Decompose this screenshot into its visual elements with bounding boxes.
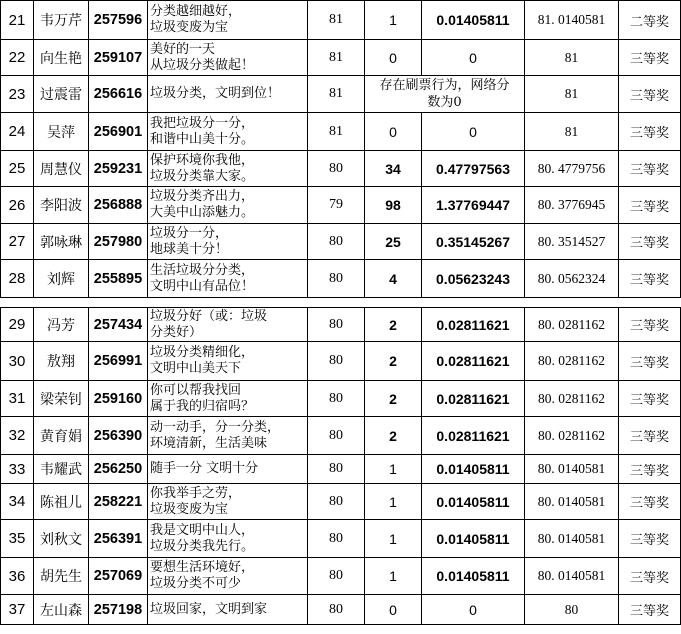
award-cell: 二等奖	[619, 1, 681, 40]
score-cell: 80	[308, 224, 365, 260]
id-cell: 257596	[89, 1, 148, 40]
votes-cell: 0	[365, 595, 422, 625]
score-cell: 81	[308, 76, 365, 113]
id-cell: 258221	[89, 484, 148, 520]
slogan-cell: 生活垃圾分分类， 文明中山有品位！	[148, 260, 308, 298]
slogan-cell: 垃圾分好（或：垃圾 分类好）	[148, 308, 308, 342]
table-row	[1, 520, 681, 558]
total-score-cell: 80. 0281162	[525, 308, 619, 342]
total-score-cell: 80. 3514527	[525, 224, 619, 260]
name-cell: 吴萍	[34, 113, 89, 151]
id-cell: 256250	[89, 455, 148, 484]
name-cell: 冯芳	[34, 308, 89, 342]
row-number-cell: 37	[1, 595, 34, 625]
row-number-cell: 24	[1, 113, 34, 151]
slogan-cell: 你我举手之劳， 垃圾变废为宝	[148, 484, 308, 520]
award-cell: 三等奖	[619, 484, 681, 520]
table-row	[1, 484, 681, 520]
row-number-cell: 33	[1, 455, 34, 484]
score-cell: 81	[308, 113, 365, 151]
row-number-cell: 36	[1, 558, 34, 595]
name-cell: 梁荣钊	[34, 381, 89, 417]
table-row	[1, 187, 681, 224]
award-cell: 三等奖	[619, 260, 681, 298]
net-score-cell: 0	[422, 595, 525, 625]
award-cell: 三等奖	[619, 40, 681, 76]
net-score-cell: 0.02811621	[422, 381, 525, 417]
id-cell: 256991	[89, 342, 148, 381]
award-cell: 三等奖	[619, 595, 681, 625]
score-cell: 80	[308, 520, 365, 558]
score-cell: 81	[308, 1, 365, 40]
score-cell: 80	[308, 308, 365, 342]
award-cell: 三等奖	[619, 308, 681, 342]
row-number-cell: 22	[1, 40, 34, 76]
net-score-cell: 0.47797563	[422, 151, 525, 187]
table-row	[1, 595, 681, 625]
votes-cell: 0	[365, 40, 422, 76]
score-cell: 80	[308, 455, 365, 484]
slogan-cell: 垃圾分一分， 地球美十分！	[148, 224, 308, 260]
votes-cell: 1	[365, 558, 422, 595]
total-score-cell: 80. 4779756	[525, 151, 619, 187]
name-cell: 周慧仪	[34, 151, 89, 187]
name-cell: 李阳波	[34, 187, 89, 224]
id-cell: 259107	[89, 40, 148, 76]
table-row	[1, 1, 681, 40]
net-score-cell: 0.01405811	[422, 1, 525, 40]
gap-cell	[1, 298, 681, 308]
votes-cell: 2	[365, 342, 422, 381]
score-cell: 81	[308, 40, 365, 76]
award-cell: 三等奖	[619, 187, 681, 224]
net-score-cell: 0.05623243	[422, 260, 525, 298]
row-number-cell: 25	[1, 151, 34, 187]
row-number-cell: 23	[1, 76, 34, 113]
net-score-cell: 0.01405811	[422, 520, 525, 558]
award-cell: 三等奖	[619, 381, 681, 417]
table-row	[1, 113, 681, 151]
table-row	[1, 342, 681, 381]
votes-cell: 25	[365, 224, 422, 260]
name-cell: 韦耀武	[34, 455, 89, 484]
net-score-cell: 0.35145267	[422, 224, 525, 260]
total-score-cell: 81	[525, 76, 619, 113]
total-score-cell: 80	[525, 595, 619, 625]
total-score-cell: 80. 0281162	[525, 342, 619, 381]
net-score-cell: 1.37769447	[422, 187, 525, 224]
id-cell: 257980	[89, 224, 148, 260]
award-cell: 三等奖	[619, 558, 681, 595]
votes-cell: 1	[365, 484, 422, 520]
name-cell: 韦万芹	[34, 1, 89, 40]
net-score-cell: 0.02811621	[422, 417, 525, 455]
votes-cell: 2	[365, 381, 422, 417]
table-row	[1, 76, 681, 113]
row-number-cell: 32	[1, 417, 34, 455]
id-cell: 256390	[89, 417, 148, 455]
score-cell: 80	[308, 151, 365, 187]
slogan-cell: 垃圾回家，文明到家	[148, 595, 308, 625]
slogan-cell: 垃圾分类齐出力， 大美中山添魅力。	[148, 187, 308, 224]
table-row	[1, 308, 681, 342]
id-cell: 256901	[89, 113, 148, 151]
award-cell: 三等奖	[619, 417, 681, 455]
slogan-cell: 我是文明中山人， 垃圾分类我先行。	[148, 520, 308, 558]
total-score-cell: 81	[525, 40, 619, 76]
id-cell: 259160	[89, 381, 148, 417]
id-cell: 257434	[89, 308, 148, 342]
name-cell: 黄育娟	[34, 417, 89, 455]
slogan-cell: 保护环境你我他， 垃圾分类靠大家。	[148, 151, 308, 187]
name-cell: 郭咏琳	[34, 224, 89, 260]
slogan-cell: 动一动手，分一分类， 环境清新，生活美味	[148, 417, 308, 455]
votes-cell: 4	[365, 260, 422, 298]
votes-cell: 1	[365, 1, 422, 40]
table-gap	[1, 298, 681, 308]
row-number-cell: 27	[1, 224, 34, 260]
table-row	[1, 224, 681, 260]
votes-cell: 1	[365, 520, 422, 558]
note-cell: 存在刷票行为，网络分 数为0	[365, 76, 525, 113]
total-score-cell: 80. 0281162	[525, 417, 619, 455]
id-cell: 257198	[89, 595, 148, 625]
id-cell: 256616	[89, 76, 148, 113]
total-score-cell: 81	[525, 113, 619, 151]
net-score-cell: 0.02811621	[422, 342, 525, 381]
row-number-cell: 29	[1, 308, 34, 342]
votes-cell: 34	[365, 151, 422, 187]
name-cell: 刘辉	[34, 260, 89, 298]
score-cell: 80	[308, 417, 365, 455]
total-score-cell: 80. 0140581	[525, 455, 619, 484]
total-score-cell: 80. 0281162	[525, 381, 619, 417]
id-cell: 256888	[89, 187, 148, 224]
total-score-cell: 80. 0140581	[525, 558, 619, 595]
net-score-cell: 0	[422, 40, 525, 76]
score-cell: 80	[308, 342, 365, 381]
award-cell: 三等奖	[619, 455, 681, 484]
net-score-cell: 0	[422, 113, 525, 151]
votes-cell: 2	[365, 417, 422, 455]
table-row	[1, 417, 681, 455]
net-score-cell: 0.01405811	[422, 455, 525, 484]
award-cell: 三等奖	[619, 113, 681, 151]
score-cell: 80	[308, 595, 365, 625]
row-number-cell: 34	[1, 484, 34, 520]
slogan-cell: 你可以帮我找回 属于我的归宿吗？	[148, 381, 308, 417]
total-score-cell: 81. 0140581	[525, 1, 619, 40]
row-number-cell: 26	[1, 187, 34, 224]
id-cell: 257069	[89, 558, 148, 595]
name-cell: 左山森	[34, 595, 89, 625]
id-cell: 259231	[89, 151, 148, 187]
name-cell: 过震雷	[34, 76, 89, 113]
award-cell: 三等奖	[619, 76, 681, 113]
table-row	[1, 260, 681, 298]
table-row	[1, 558, 681, 595]
id-cell: 256391	[89, 520, 148, 558]
row-number-cell: 31	[1, 381, 34, 417]
votes-cell: 0	[365, 113, 422, 151]
total-score-cell: 80. 0140581	[525, 520, 619, 558]
table-row	[1, 40, 681, 76]
score-cell: 80	[308, 381, 365, 417]
score-cell: 80	[308, 558, 365, 595]
name-cell: 向生艳	[34, 40, 89, 76]
slogan-cell: 分类越细越好， 垃圾变废为宝	[148, 1, 308, 40]
award-cell: 三等奖	[619, 520, 681, 558]
total-score-cell: 80. 0562324	[525, 260, 619, 298]
slogan-cell: 我把垃圾分一分， 和谐中山美十分。	[148, 113, 308, 151]
name-cell: 胡先生	[34, 558, 89, 595]
row-number-cell: 30	[1, 342, 34, 381]
id-cell: 255895	[89, 260, 148, 298]
net-score-cell: 0.01405811	[422, 558, 525, 595]
row-number-cell: 35	[1, 520, 34, 558]
net-score-cell: 0.01405811	[422, 484, 525, 520]
score-cell: 79	[308, 187, 365, 224]
award-cell: 三等奖	[619, 224, 681, 260]
votes-cell: 2	[365, 308, 422, 342]
name-cell: 陈祖儿	[34, 484, 89, 520]
votes-cell: 98	[365, 187, 422, 224]
slogan-cell: 美好的一天 从垃圾分类做起！	[148, 40, 308, 76]
table-row	[1, 455, 681, 484]
award-cell: 三等奖	[619, 151, 681, 187]
slogan-cell: 垃圾分类精细化， 文明中山美天下	[148, 342, 308, 381]
results-table-body	[1, 1, 681, 625]
award-cell: 三等奖	[619, 342, 681, 381]
total-score-cell: 80. 3776945	[525, 187, 619, 224]
row-number-cell: 21	[1, 1, 34, 40]
row-number-cell: 28	[1, 260, 34, 298]
table-row	[1, 151, 681, 187]
slogan-cell: 要想生活环境好， 垃圾分类不可少	[148, 558, 308, 595]
score-cell: 80	[308, 484, 365, 520]
slogan-cell: 垃圾分类，文明到位！	[148, 76, 308, 113]
table-row	[1, 381, 681, 417]
name-cell: 敖翔	[34, 342, 89, 381]
net-score-cell: 0.02811621	[422, 308, 525, 342]
score-cell: 80	[308, 260, 365, 298]
total-score-cell: 80. 0140581	[525, 484, 619, 520]
name-cell: 刘秋文	[34, 520, 89, 558]
slogan-cell: 随手一分 文明十分	[148, 455, 308, 484]
votes-cell: 1	[365, 455, 422, 484]
